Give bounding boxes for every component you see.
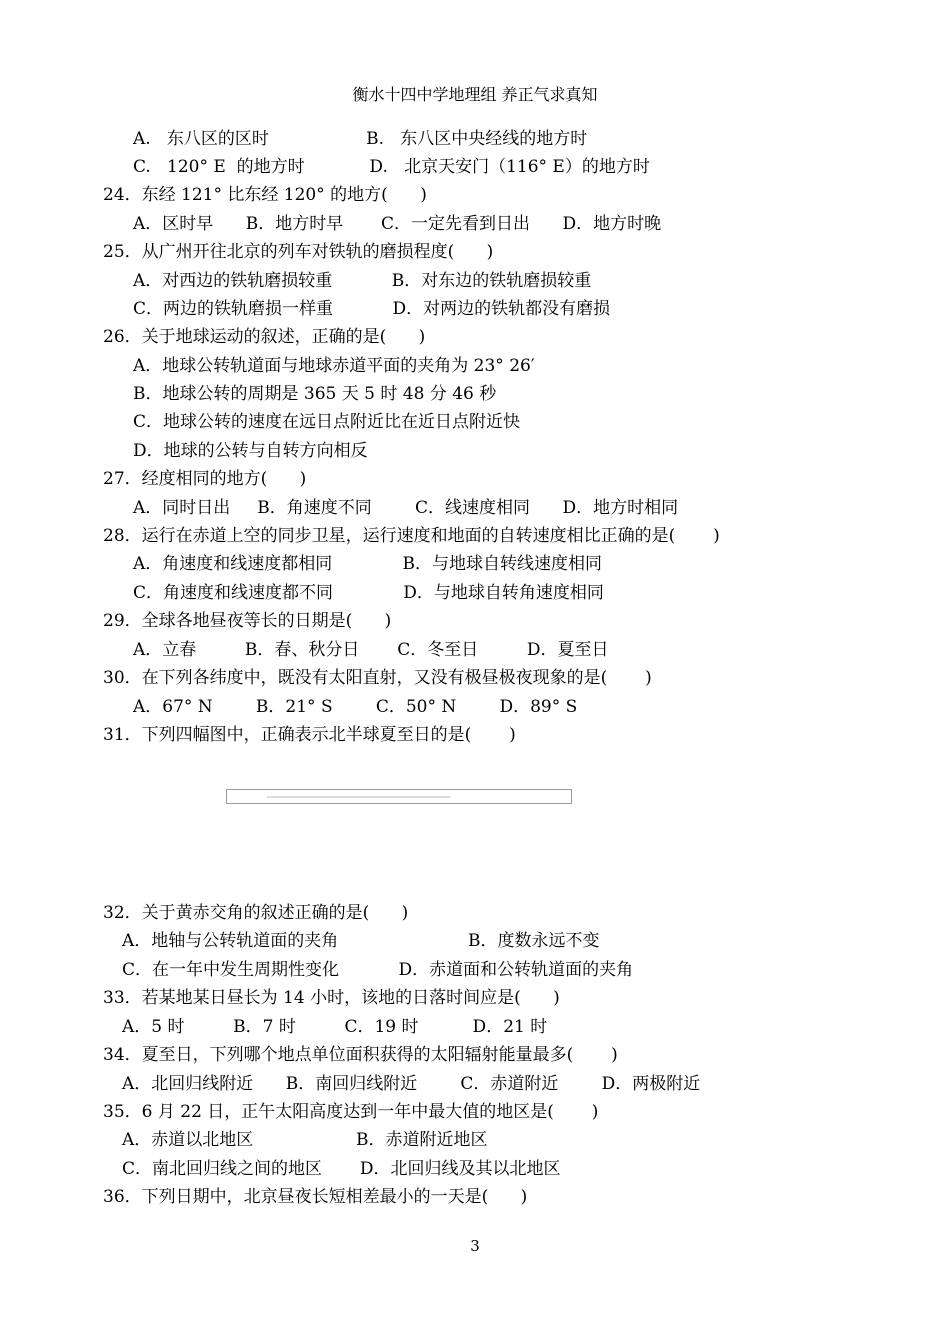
text-line: 33．若某地某日昼长为 14 小时，该地的日落时间应是( )	[103, 988, 560, 1008]
text-line: 28．运行在赤道上空的同步卫星，运行速度和地面的自转速度相比正确的是( )	[103, 526, 720, 546]
text-line: A．同时日出 B．角速度不同 C．线速度相同 D．地方时相同	[133, 498, 679, 518]
text-line: B．地球公转的周期是 365 天 5 时 48 分 46 秒	[133, 384, 497, 404]
text-line: 32．关于黄赤交角的叙述正确的是( )	[103, 903, 409, 923]
text-line: A. 东八区的区时 B. 东八区中央经线的地方时	[133, 129, 588, 149]
text-line: C．南北回归线之间的地区 D．北回归线及其以北地区	[122, 1159, 561, 1179]
text-line: 26．关于地球运动的叙述，正确的是( )	[103, 327, 426, 347]
text-line: 29．全球各地昼夜等长的日期是( )	[103, 611, 392, 631]
text-line: A．67° N B．21° S C．50° N D．89° S	[133, 697, 578, 717]
text-line: 24．东经 121° 比东经 120° 的地方( )	[103, 185, 427, 205]
text-line: A．对西边的铁轨磨损较重 B．对东边的铁轨磨损较重	[133, 271, 592, 291]
page-number: 3	[470, 1237, 480, 1255]
text-line: C．在一年中发生周期性变化 D．赤道面和公转轨道面的夹角	[122, 960, 634, 980]
text-line: 30．在下列各纬度中，既没有太阳直射，又没有极昼极夜现象的是( )	[103, 668, 652, 688]
text-line: 34．夏至日，下列哪个地点单位面积获得的太阳辐射能量最多( )	[103, 1045, 618, 1065]
text-line: A．地球公转轨道面与地球赤道平面的夹角为 23° 26′	[133, 356, 535, 376]
text-line: A．5 时 B．7 时 C．19 时 D．21 时	[122, 1017, 548, 1037]
text-line: D．地球的公转与自转方向相反	[133, 441, 368, 461]
text-line: 36．下列日期中，北京昼夜长短相差最小的一天是( )	[103, 1187, 528, 1207]
figure-placeholder	[226, 789, 572, 804]
text-line: C．两边的铁轨磨损一样重 D．对两边的铁轨都没有磨损	[133, 299, 611, 319]
page-header: 衡水十四中学地理组 养正气求真知	[352, 85, 598, 104]
text-line: A．赤道以北地区 B．赤道附近地区	[122, 1130, 488, 1150]
text-line: A．区时早 B．地方时早 C．一定先看到日出 D．地方时晚	[133, 214, 662, 234]
text-line: 25．从广州开往北京的列车对铁轨的磨损程度( )	[103, 242, 494, 262]
text-line: 31．下列四幅图中，正确表示北半球夏至日的是( )	[103, 725, 516, 745]
text-line: 27．经度相同的地方( )	[103, 469, 307, 489]
text-line: A．地轴与公转轨道面的夹角 B．度数永远不变	[122, 931, 600, 951]
text-line: C．角速度和线速度都不同 D．与地球自转角速度相同	[133, 583, 604, 603]
text-line: A．立春 B．春、秋分日 C．冬至日 D．夏至日	[133, 640, 609, 660]
text-line: C. 120° E 的地方时 D. 北京天安门（116° E）的地方时	[133, 157, 650, 177]
figure-strip	[267, 796, 451, 798]
text-line: 35．6 月 22 日，正午太阳高度达到一年中最大值的地区是( )	[103, 1102, 599, 1122]
text-line: A．角速度和线速度都相同 B．与地球自转线速度相同	[133, 554, 603, 574]
text-line: A．北回归线附近 B．南回归线附近 C．赤道附近 D．两极附近	[122, 1074, 701, 1094]
text-line: C．地球公转的速度在远日点附近比在近日点附近快	[133, 412, 521, 432]
